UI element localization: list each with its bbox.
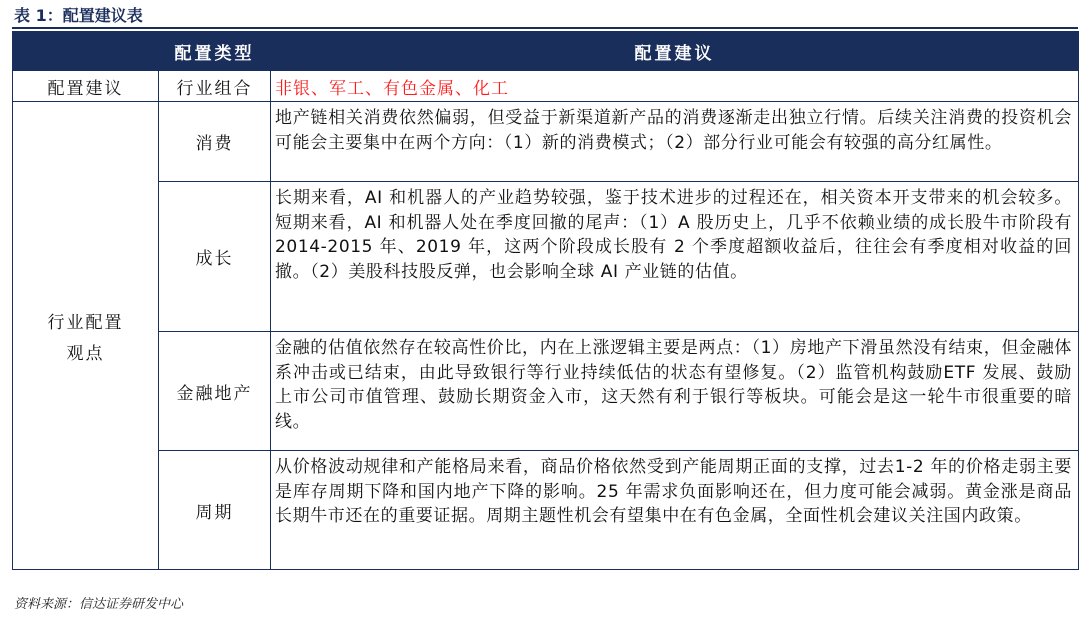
allocation-label: 配置建议 [13,71,159,102]
allocation-type: 行业组合 [159,71,271,102]
table-row [13,102,1079,182]
title-rule [12,27,1078,29]
row-text-growth: 长期来看，AI 和机器人的产业趋势较强，鉴于技术进步的过程还在，相关资本开支带来的机会较多。短期来看，AI 和机器人处在季度回撤的尾声：（1）A 股历史上，几乎不依赖业绩的成长股牛市阶段有 2014-2015 年、2019 年，这两个阶段成长股有 2 个季度超额收益后，往往会有季度相对收益的回撤。（2）美股科技股反弹，也会影响全球 AI 产业链的估值。 [271,182,1079,332]
table-row [13,332,1079,451]
source-note: 资料来源：信达证券研发中心 [14,597,184,612]
row-text-cyclical: 从价格波动规律和产能格局来看，商品价格依然受到产能周期正面的支撑，过去1-2 年的价格走弱主要是库存周期下降和国内地产下降的影响。25 年需求负面影响还在，但力度可能会减弱。黄金涨是商品长期牛市还在的重要证据。周期主题性机会有望集中在有色金属，全面性机会建议关注国内政策。 [271,451,1079,570]
header-row [13,32,1079,71]
table-title: 表 1：配置建议表 [14,6,143,25]
row-type-consumption: 消费 [159,102,271,182]
header-col2: 配置类型 [159,32,271,71]
table-row [13,71,1079,102]
table-row [13,451,1079,570]
industry-view-label [13,102,159,570]
row-type-growth: 成长 [159,182,271,332]
allocation-table [12,31,1079,570]
industry-view-label-line1: 行业配置 [47,312,124,333]
industry-view-label-line2: 观点 [66,343,105,364]
row-type-cyclical: 周期 [159,451,271,570]
row-text-consumption: 地产链相关消费依然偏弱，但受益于新渠道新产品的消费逐渐走出独立行情。后续关注消费的投资机会可能会主要集中在两个方向：（1）新的消费模式；（2）部分行业可能会有较强的高分红属性。 [271,102,1079,182]
header-col3: 配置建议 [271,32,1079,71]
header-col1 [13,32,159,71]
row-text-finance-realestate: 金融的估值依然存在较高性价比，内在上涨逻辑主要是两点：（1）房地产下滑虽然没有结束，但金融体系冲击或已结束，由此导致银行等行业持续低估的状态有望修复。（2）监管机构鼓励ETF 发展、鼓励上市公司市值管理、鼓励长期资金入市，这天然有利于银行等板块。可能会是这一轮牛市很重要的暗线。 [271,332,1079,451]
allocation-value: 非银、军工、有色金属、化工 [271,71,1079,102]
row-type-finance-realestate: 金融地产 [159,332,271,451]
table-row [13,182,1079,332]
